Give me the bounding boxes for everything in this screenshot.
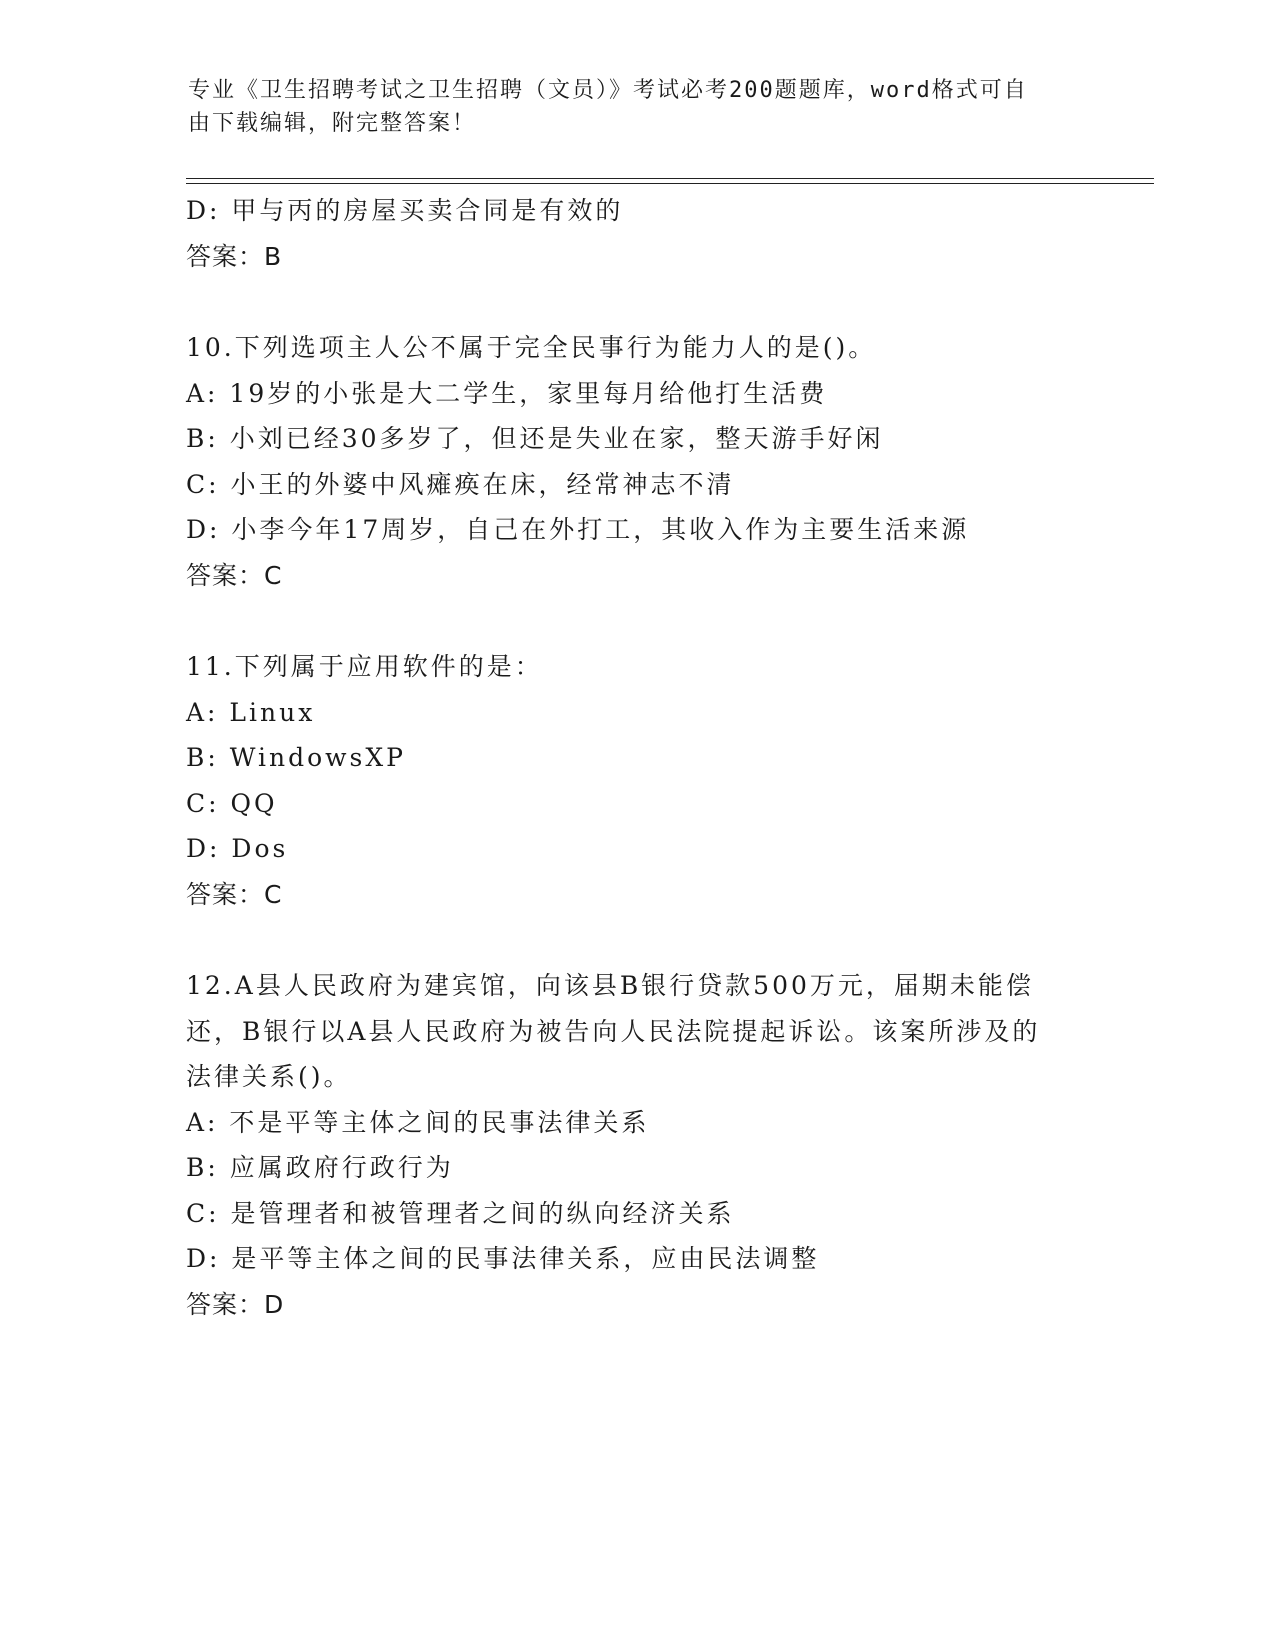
- document-header: [188, 74, 1088, 140]
- spacer: [186, 598, 1106, 644]
- answer-line: 答案：C: [186, 560, 283, 590]
- spacer: [186, 279, 1106, 325]
- question-stem-line: 还，B银行以A县人民政府为被告向人民法院提起诉讼。该案所涉及的: [186, 1016, 1041, 1046]
- option-c: C: 小王的外婆中风瘫痪在床，经常神志不清: [186, 469, 735, 499]
- option-b: B: 应属政府行政行为: [186, 1153, 454, 1182]
- option-b: B: 小刘已经30多岁了，但还是失业在家，整天游手好闲: [186, 424, 884, 453]
- option-d: D: 是平等主体之间的民事法律关系，应由民法调整: [186, 1244, 820, 1273]
- question-stem: [186, 644, 1106, 690]
- question-stem-line: 11.下列属于应用软件的是：: [186, 652, 543, 681]
- answer-line: 答案：D: [186, 1289, 285, 1319]
- option-d: D: 甲与丙的房屋买卖合同是有效的: [186, 196, 624, 225]
- option-c: C: 是管理者和被管理者之间的纵向经济关系: [186, 1198, 735, 1228]
- question-stem-line: 10.下列选项主人公不属于完全民事行为能力人的是()。: [186, 333, 877, 362]
- question-stem: [186, 325, 1106, 371]
- option-a: A: Linux: [186, 697, 316, 727]
- option-c: C: QQ: [186, 788, 278, 818]
- question-stem: [186, 963, 1106, 1100]
- question-10: [186, 325, 1106, 598]
- header-line-2: 由下载编辑，附完整答案！: [188, 111, 477, 136]
- option-a: A: 19岁的小张是大二学生，家里每月给他打生活费: [186, 378, 828, 408]
- question-content: [186, 188, 1106, 1327]
- spacer: [186, 917, 1106, 963]
- header-divider-bottom: [186, 183, 1154, 184]
- question-stem-line: 法律关系()。: [186, 1062, 352, 1091]
- question-12: [186, 963, 1106, 1327]
- question-11: [186, 644, 1106, 917]
- option-d: D: Dos: [186, 834, 289, 863]
- header-divider-top: [186, 178, 1154, 179]
- previous-question-tail: [186, 188, 1106, 279]
- answer-line: 答案：C: [186, 879, 283, 909]
- option-d: D: 小李今年17周岁，自己在外打工，其收入作为主要生活来源: [186, 515, 970, 544]
- option-a: A: 不是平等主体之间的民事法律关系: [186, 1107, 650, 1137]
- question-stem-line: 12.A县人民政府为建宾馆，向该县B银行贷款500万元，届期未能偿: [186, 971, 1034, 1000]
- option-b: B: WindowsXP: [186, 743, 406, 772]
- answer-line: 答案：B: [186, 241, 283, 271]
- header-line-1: 专业《卫生招聘考试之卫生招聘（文员）》考试必考200题题库，word格式可自: [188, 78, 1028, 103]
